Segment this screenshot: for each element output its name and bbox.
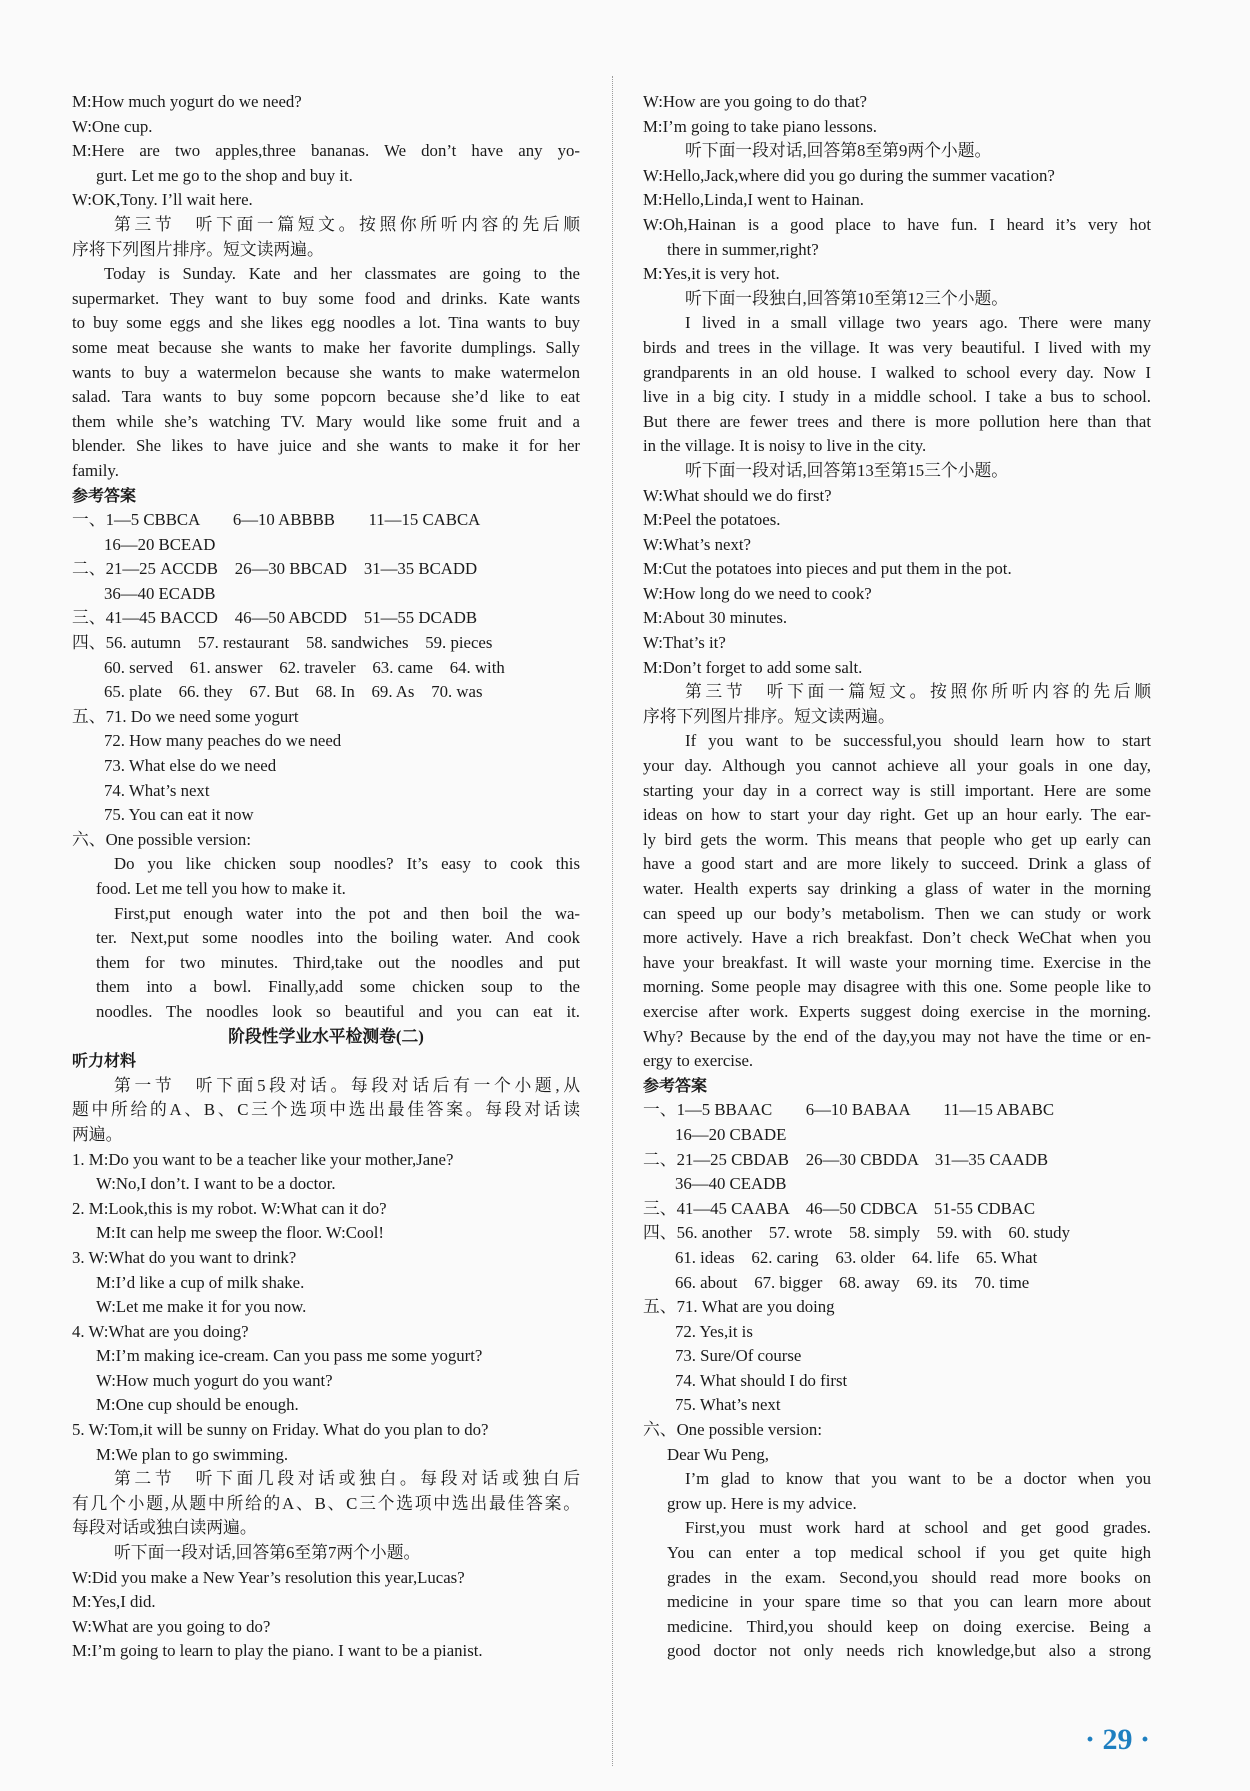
text-line: 65. plate 66. they 67. But 68. In 69. As 70. was — [104, 682, 483, 702]
text-line: more actively. Have a rich breakfast. Don’t check WeChat when you — [643, 928, 1151, 948]
text-line: I lived in a small village two years ago. There were many — [685, 313, 1151, 333]
text-line: M:It can help me sweep the floor. W:Cool! — [96, 1223, 385, 1243]
text-line: 2. M:Look,this is my robot. W:What can it do? — [72, 1198, 387, 1218]
text-line: M:Yes,I did. — [72, 1592, 156, 1612]
text-line: 听下面一段对话,回答第6至第7两个小题。 — [114, 1543, 421, 1563]
text-line: 74. What’s next — [104, 780, 210, 800]
text-line: food. Let me tell you how to make it. — [96, 879, 346, 898]
text-line: M:About 30 minutes. — [643, 608, 788, 628]
text-line: M:Peel the potatoes. — [643, 510, 781, 530]
text-line: Dear Wu Peng, — [667, 1444, 770, 1464]
text-line: water. Health experts say drinking a glass of water in the morning — [643, 879, 1151, 898]
text-line: 听下面一段对话,回答第8至第9两个小题。 — [685, 141, 992, 161]
text-line: ter. Next,put some noodles into the boiling water. And cook — [96, 928, 580, 948]
text-line: can speed up our body’s metabolism. Then we can study or work — [643, 903, 1151, 923]
text-line: 三、41—45 BACCD 46—50 ABCDD 51—55 DCADB — [72, 608, 478, 628]
text-line: First,you must work hard at school and get good grades. — [685, 1518, 1151, 1538]
text-line: them into a bowl. Finally,add some chicken soup to the — [96, 977, 580, 997]
text-line: 3. W:What do you want to drink? — [72, 1247, 297, 1267]
text-line: But there are fewer trees and there is more pollution here than that — [643, 411, 1151, 431]
text-line: 73. What else do we need — [104, 756, 277, 776]
text-line: 四、56. another 57. wrote 58. simply 59. with 60. study — [643, 1223, 1070, 1243]
text-line: 一、1—5 CBBCA 6—10 ABBBB 11—15 CABCA — [72, 510, 481, 530]
text-line: First,put enough water into the pot and then boil the wa- — [114, 903, 580, 923]
text-line: in the village. It is noisy to live in the city. — [643, 436, 927, 456]
text-line: W:One cup. — [72, 116, 153, 136]
text-line: M:Here are two apples,three bananas. We don’t have any yo- — [72, 141, 580, 161]
text-line: have your breakfast. It will waste your morning time. Exercise in the — [643, 952, 1151, 972]
text-line: 四、56. autumn 57. restaurant 58. sandwiches 59. pieces — [72, 633, 493, 653]
text-line: I’m glad to know that you want to be a doctor when you — [685, 1469, 1151, 1489]
text-line: 五、71. Do we need some yogurt — [72, 706, 299, 726]
text-line: birds and trees in the village. It was very beautiful. I lived with my — [643, 337, 1151, 357]
text-line: W:Let me make it for you now. — [96, 1297, 307, 1317]
text-line: 第二节 听下面几段对话或独白。每段对话或独白后 — [114, 1469, 580, 1489]
text-line: salad. Tara wants to buy some popcorn because she’d like to eat — [72, 387, 580, 407]
text-line: medicine. Third,you should keep on doing exercise. Being a — [667, 1616, 1151, 1636]
section-heading: 参考答案 — [643, 1075, 708, 1095]
text-line: 每段对话或独白读两遍。 — [72, 1518, 257, 1538]
test-title: 阶段性学业水平检测卷(二) — [228, 1026, 424, 1046]
text-line: gurt. Let me go to the shop and buy it. — [96, 165, 353, 185]
text-line: M:How much yogurt do we need? — [72, 92, 302, 111]
text-line: medicine in your spare time so that you can learn more about — [667, 1592, 1151, 1612]
text-line: 72. Yes,it is — [675, 1321, 753, 1341]
text-line: 五、71. What are you doing — [643, 1297, 835, 1317]
text-line: 60. served 61. answer 62. traveler 63. came 64. with — [104, 657, 505, 677]
text-line: M:We plan to go swimming. — [96, 1444, 289, 1464]
text-line: W:OK,Tony. I’ll wait here. — [72, 190, 253, 210]
text-line: Do you like chicken soup noodles? It’s easy to cook this — [114, 854, 580, 874]
text-line: supermarket. They want to buy some food and drinks. Kate wants — [72, 288, 580, 308]
text-line: them while she’s watching TV. Mary would like some fruit and a — [72, 411, 580, 431]
text-line: W:What’s next? — [643, 534, 751, 554]
text-line: W:Oh,Hainan is a good place to have fun. I heard it’s very hot — [643, 214, 1151, 234]
text-line: W:How long do we need to cook? — [643, 583, 872, 603]
text-line: 有几个小题,从题中所给的A、B、C三个选项中选出最佳答案。 — [72, 1493, 580, 1513]
text-line: 75. You can eat it now — [104, 805, 254, 825]
text-line: W:No,I don’t. I want to be a doctor. — [96, 1174, 336, 1194]
text-line: noodles. The noodles look so beautiful and you can eat it. — [96, 1001, 580, 1021]
text-line: 听下面一段对话,回答第13至第15三个小题。 — [685, 460, 1009, 480]
page-number: · 29 · — [1084, 1723, 1150, 1756]
text-line: 二、21—25 ACCDB 26—30 BBCAD 31—35 BCADD — [72, 559, 478, 579]
text-line: 第一节 听下面5段对话。每段对话后有一个小题,从 — [114, 1075, 580, 1095]
text-line: 第三节 听下面一篇短文。按照你所听内容的先后顺 — [685, 682, 1151, 702]
text-line: to buy some eggs and she likes egg noodles a lot. Tina wants to buy — [72, 313, 580, 333]
text-line: M:Don’t forget to add some salt. — [643, 657, 863, 677]
text-line: 二、21—25 CBDAB 26—30 CBDDA 31—35 CAADB — [643, 1149, 1049, 1169]
text-line: 36—40 CEADB — [675, 1174, 787, 1194]
text-line: W:How are you going to do that? — [643, 92, 868, 111]
text-line: 六、One possible version: — [643, 1420, 822, 1440]
text-line: 序将下列图片排序。短文读两遍。 — [643, 706, 895, 726]
text-line: ly bird gets the worm. This means that people who get up early can — [643, 829, 1151, 849]
text-line: 75. What’s next — [675, 1395, 781, 1415]
text-line: W:Did you make a New Year’s resolution this year,Lucas? — [72, 1567, 465, 1587]
text-line: morning. Some people may disagree with this one. Some people like to — [643, 977, 1151, 997]
text-line: 4. W:What are you doing? — [72, 1321, 249, 1341]
section-heading: 参考答案 — [72, 485, 137, 505]
text-line: 1. M:Do you want to be a teacher like your mother,Jane? — [72, 1149, 454, 1169]
text-line: W:How much yogurt do you want? — [96, 1370, 333, 1390]
text-line: there in summer,right? — [667, 239, 819, 259]
text-line: 5. W:Tom,it will be sunny on Friday. What do you plan to do? — [72, 1420, 489, 1440]
text-line: some meat because she wants to make her favorite dumplings. Sally — [72, 337, 580, 357]
text-line: M:I’d like a cup of milk shake. — [96, 1272, 305, 1292]
text-line: exercise after work. Experts suggest doing exercise in the morning. — [643, 1001, 1151, 1021]
text-line: M:I’m going to learn to play the piano. I want to be a pianist. — [72, 1641, 483, 1661]
text-line: good doctor not only needs rich knowledge,but also a strong — [667, 1641, 1151, 1661]
text-line: 74. What should I do first — [675, 1370, 848, 1390]
text-line: have a good start and are more likely to succeed. Drink a glass of — [643, 854, 1151, 874]
text-line: 66. about 67. bigger 68. away 69. its 70. time — [675, 1272, 1030, 1292]
text-line: wants to buy a watermelon because she wants to make watermelon — [72, 362, 580, 382]
text-line: family. — [72, 460, 119, 480]
text-line: grades in the exam. Second,you should read more books on — [667, 1567, 1151, 1587]
text-line: Today is Sunday. Kate and her classmates are going to the — [104, 264, 580, 284]
text-line: 61. ideas 62. caring 63. older 64. life 65. What — [675, 1247, 1038, 1267]
text-line: M:Cut the potatoes into pieces and put them in the pot. — [643, 559, 1012, 579]
text-line: 第三节 听下面一篇短文。按照你所听内容的先后顺 — [114, 214, 580, 234]
text-line: 题中所给的A、B、C三个选项中选出最佳答案。每段对话读 — [72, 1100, 580, 1120]
text-line: M:I’m making ice-cream. Can you pass me some yogurt? — [96, 1346, 483, 1366]
text-line: W:What should we do first? — [643, 485, 832, 505]
text-line: grandparents in an old house. I walked to school every day. Now I — [643, 362, 1151, 382]
text-line: W:Hello,Jack,where did you go during the summer vacation? — [643, 165, 1055, 185]
text-line: grow up. Here is my advice. — [667, 1493, 857, 1513]
text-line: them for two minutes. Third,take out the noodles and put — [96, 952, 580, 972]
text-line: 三、41—45 CAABA 46—50 CDBCA 51-55 CDBAC — [643, 1198, 1036, 1218]
text-line: W:What are you going to do? — [72, 1616, 271, 1636]
text-line: M:Hello,Linda,I went to Hainan. — [643, 190, 864, 210]
text-line: blender. She likes to have juice and she wants to make it for her — [72, 436, 580, 456]
text-line: your day. Although you cannot achieve all your goals in one day, — [643, 756, 1151, 776]
text-line: If you want to be successful,you should learn how to start — [685, 731, 1151, 751]
text-line: 16—20 CBADE — [675, 1124, 787, 1144]
text-line: You can enter a top medical school if you get quite high — [667, 1543, 1151, 1563]
right-column — [643, 90, 1151, 1664]
text-line: W:That’s it? — [643, 633, 726, 653]
text-line: 72. How many peaches do we need — [104, 731, 342, 751]
text-line: M:One cup should be enough. — [96, 1395, 299, 1415]
text-line: 36—40 ECADB — [104, 583, 216, 603]
text-line: ergy to exercise. — [643, 1051, 754, 1071]
text-line: 一、1—5 BBAAC 6—10 BABAA 11—15 ABABC — [643, 1100, 1055, 1120]
column-divider — [612, 76, 613, 1766]
text-line: 序将下列图片排序。短文读两遍。 — [72, 239, 324, 259]
text-line: Why? Because by the end of the day,you may not have the time or en- — [643, 1026, 1151, 1046]
section-heading: 听力材料 — [72, 1051, 137, 1071]
text-line: live in a big city. I study in a middle school. I take a bus to school. — [643, 387, 1151, 407]
text-line: starting your day in a correct way is still important. Here are some — [643, 780, 1151, 800]
text-line: 两遍。 — [72, 1124, 123, 1144]
text-line: 六、One possible version: — [72, 829, 251, 849]
text-line: 听下面一段独白,回答第10至第12三个小题。 — [685, 288, 1009, 308]
text-line: M:I’m going to take piano lessons. — [643, 116, 877, 136]
text-line: 73. Sure/Of course — [675, 1346, 802, 1366]
text-line: M:Yes,it is very hot. — [643, 264, 780, 284]
left-column — [72, 90, 580, 1664]
text-line: 16—20 BCEAD — [104, 534, 216, 554]
text-line: ideas on how to start your day right. Get up an hour early. The ear- — [643, 805, 1151, 825]
